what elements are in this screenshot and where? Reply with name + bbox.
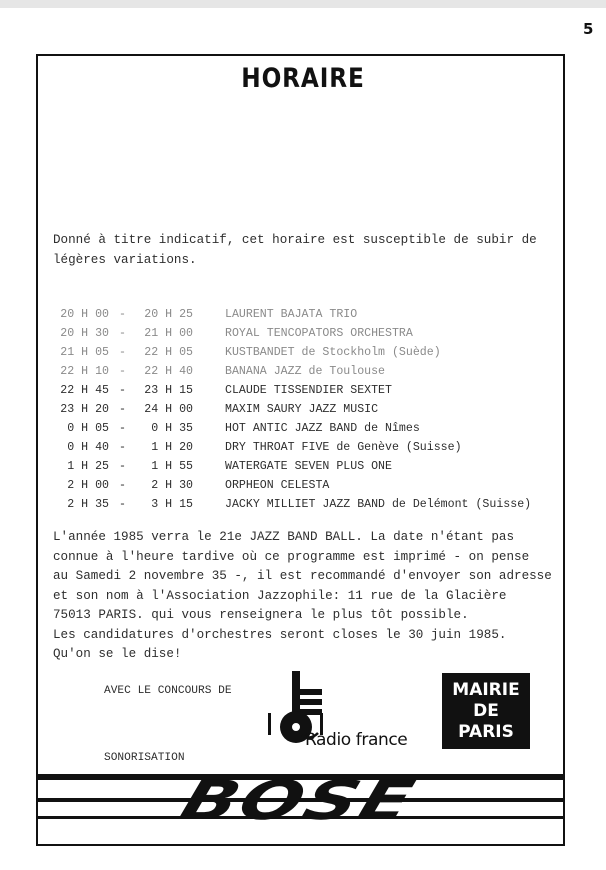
time-separator: -: [119, 403, 126, 416]
end-time: 0 H 35: [151, 422, 193, 435]
start-time: 0 H 05: [67, 422, 109, 435]
band-name: HOT ANTIC JAZZ BAND de Nîmes: [225, 422, 420, 435]
page-title: HORAIRE: [241, 63, 365, 94]
time-separator: -: [119, 308, 126, 321]
schedule-row: [53, 476, 553, 495]
band-name: JACKY MILLIET JAZZ BAND de Delémont (Suisse): [225, 498, 532, 511]
time-separator: -: [119, 460, 126, 473]
time-separator: -: [119, 441, 126, 454]
mairie-line-2: DE: [473, 700, 499, 721]
band-name: ORPHEON CELESTA: [225, 479, 330, 492]
end-time: 22 H 05: [144, 346, 193, 359]
start-time: 22 H 45: [60, 384, 109, 397]
mairie-de-paris-logo: [442, 673, 530, 749]
start-time: 21 H 05: [60, 346, 109, 359]
start-time: 22 H 10: [60, 365, 109, 378]
band-name: WATERGATE SEVEN PLUS ONE: [225, 460, 392, 473]
page-number: 5: [583, 20, 594, 38]
start-time: 1 H 25: [67, 460, 109, 473]
end-time: 1 H 55: [151, 460, 193, 473]
start-time: 23 H 20: [60, 403, 109, 416]
start-time: 20 H 00: [60, 308, 109, 321]
end-time: 22 H 40: [144, 365, 193, 378]
band-name: MAXIM SAURY JAZZ MUSIC: [225, 403, 379, 416]
schedule-row: [53, 419, 553, 438]
time-separator: -: [119, 365, 126, 378]
schedule-row: [53, 362, 553, 381]
radio-france-wordmark: Radio france: [305, 730, 408, 750]
schedule-row: [53, 457, 553, 476]
time-separator: -: [119, 498, 126, 511]
time-separator: -: [119, 479, 126, 492]
mairie-line-1: MAIRIE: [452, 679, 520, 700]
time-separator: -: [119, 384, 126, 397]
schedule-row: [53, 324, 553, 343]
band-name: ROYAL TENCOPATORS ORCHESTRA: [225, 327, 413, 340]
intro-paragraph: Donné à titre indicatif, cet horaire est susceptible de subir de légères variations.: [53, 233, 537, 267]
sponsor-label: AVEC LE CONCOURS DE: [104, 685, 232, 697]
schedule-row: [53, 438, 553, 457]
schedule-row: [53, 305, 553, 324]
scan-top-strip: [0, 0, 606, 8]
sonorisation-label: SONORISATION: [104, 752, 185, 764]
bose-logo: BOSE: [172, 769, 424, 832]
mairie-line-3: PARIS: [458, 721, 514, 742]
schedule-row: [53, 381, 553, 400]
time-separator: -: [119, 422, 126, 435]
end-time: 3 H 15: [151, 498, 193, 511]
end-time: 21 H 00: [144, 327, 193, 340]
start-time: 20 H 30: [60, 327, 109, 340]
end-time: 20 H 25: [144, 308, 193, 321]
band-name: CLAUDE TISSENDIER SEXTET: [225, 384, 392, 397]
time-separator: -: [119, 346, 126, 359]
band-name: DRY THROAT FIVE de Genève (Suisse): [225, 441, 462, 454]
band-name: KUSTBANDET de Stockholm (Suède): [225, 346, 441, 359]
start-time: 0 H 40: [67, 441, 109, 454]
start-time: 2 H 35: [67, 498, 109, 511]
end-time: 23 H 15: [144, 384, 193, 397]
schedule-row: [53, 400, 553, 419]
schedule-table: [53, 305, 553, 514]
schedule-row: [53, 343, 553, 362]
end-time: 2 H 30: [151, 479, 193, 492]
band-name: BANANA JAZZ de Toulouse: [225, 365, 386, 378]
start-time: 2 H 00: [67, 479, 109, 492]
band-name: LAURENT BAJATA TRIO: [225, 308, 358, 321]
end-time: 24 H 00: [144, 403, 193, 416]
announcement-paragraph: L'année 1985 verra le 21e JAZZ BAND BALL. La date n'étant pas connue à l'heure tardive où ce programme est imprimé - on pense au Samedi 2 novembre 35 -, il est recommandé d'envoyer son adresse et son nom à l'Association Jazzophile: 11 rue de la Glacière 75013 PARIS. qui vous renseignera le plus tôt possible. Les candidatures d'orchestres seront closes le 30 juin 1985. Qu'on se le dise!: [53, 530, 552, 661]
schedule-row: [53, 495, 553, 514]
time-separator: -: [119, 327, 126, 340]
end-time: 1 H 20: [151, 441, 193, 454]
